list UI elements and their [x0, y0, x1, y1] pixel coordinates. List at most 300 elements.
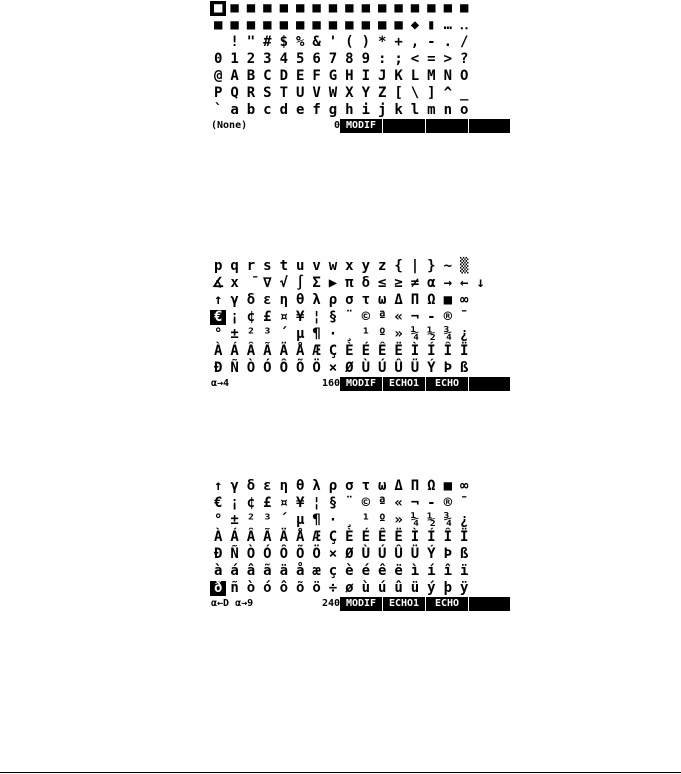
- char-cell[interactable]: ¯: [459, 495, 469, 511]
- char-cell[interactable]: ‥: [459, 17, 469, 33]
- char-cell[interactable]: ■: [394, 0, 403, 16]
- char-cell[interactable]: ∇: [263, 275, 272, 291]
- char-cell[interactable]: ■: [459, 0, 469, 16]
- char-cell[interactable]: w: [328, 258, 338, 274]
- char-cell[interactable]: Ç: [328, 343, 338, 359]
- char-cell[interactable]: ×: [328, 360, 338, 376]
- char-cell[interactable]: τ: [361, 478, 370, 494]
- char-cell[interactable]: §: [328, 495, 338, 511]
- char-cell[interactable]: ≤: [377, 275, 387, 291]
- char-cell[interactable]: I: [361, 68, 370, 84]
- char-cell[interactable]: <: [410, 51, 420, 67]
- char-cell[interactable]: Ý: [427, 360, 436, 376]
- char-cell[interactable]: k: [394, 102, 403, 118]
- char-cell[interactable]: ¥: [295, 309, 305, 325]
- char-cell[interactable]: ↑: [213, 478, 223, 494]
- char-cell[interactable]: λ: [312, 292, 321, 308]
- char-cell[interactable]: A: [230, 68, 239, 84]
- char-cell[interactable]: n: [443, 102, 452, 118]
- char-cell[interactable]: Á: [230, 529, 239, 545]
- char-cell[interactable]: τ: [361, 292, 370, 308]
- char-cell[interactable]: 5: [295, 51, 305, 67]
- char-cell[interactable]: P: [213, 85, 223, 101]
- char-cell[interactable]: ■: [328, 17, 338, 33]
- char-cell[interactable]: â: [246, 563, 256, 579]
- char-cell[interactable]: ¼: [410, 326, 420, 342]
- char-cell[interactable]: Δ: [394, 478, 403, 494]
- char-cell[interactable]: µ: [295, 326, 305, 342]
- char-cell[interactable]: }: [427, 258, 436, 274]
- char-cell[interactable]: Ï: [459, 529, 469, 545]
- char-cell[interactable]: À: [213, 343, 223, 359]
- char-cell[interactable]: Å: [295, 529, 305, 545]
- char-cell[interactable]: Ë: [394, 529, 403, 545]
- char-cell[interactable]: ¤: [279, 495, 288, 511]
- char-cell[interactable]: x: [230, 275, 239, 291]
- char-cell[interactable]: F: [312, 68, 321, 84]
- char-cell[interactable]: B: [246, 68, 256, 84]
- char-cell[interactable]: ω: [377, 478, 387, 494]
- softkey-2[interactable]: ECHO1: [383, 597, 425, 611]
- char-cell[interactable]: U: [295, 85, 305, 101]
- char-cell[interactable]: ε: [263, 478, 272, 494]
- char-cell[interactable]: ®: [443, 309, 452, 325]
- char-cell[interactable]: ¨: [345, 309, 354, 325]
- char-cell[interactable]: ¸: [345, 326, 354, 342]
- char-cell[interactable]: Ä: [279, 343, 288, 359]
- char-cell[interactable]: ½: [427, 326, 436, 342]
- char-cell[interactable]: θ: [295, 292, 305, 308]
- char-cell[interactable]: Î: [443, 529, 452, 545]
- char-cell[interactable]: Ü: [410, 360, 420, 376]
- char-cell[interactable]: ¾: [443, 326, 452, 342]
- char-cell[interactable]: j: [377, 102, 387, 118]
- char-cell[interactable]: õ: [295, 580, 305, 596]
- char-cell[interactable]: ◆: [410, 17, 420, 33]
- char-cell[interactable]: ´: [279, 512, 288, 528]
- char-cell[interactable]: ý: [427, 580, 436, 596]
- char-cell[interactable]: ®: [443, 495, 452, 511]
- char-cell[interactable]: Q: [230, 85, 239, 101]
- char-cell[interactable]: ¢: [246, 495, 256, 511]
- char-cell[interactable]: Î: [443, 343, 452, 359]
- char-cell[interactable]: ·: [328, 512, 338, 528]
- char-cell[interactable]: Ã: [263, 529, 272, 545]
- char-cell[interactable]: Δ: [394, 292, 403, 308]
- char-cell[interactable]: ¾: [443, 512, 452, 528]
- softkey-2[interactable]: ECHO1: [383, 377, 425, 391]
- char-cell[interactable]: Ë: [394, 343, 403, 359]
- char-cell[interactable]: η: [279, 292, 288, 308]
- softkey-1[interactable]: MODIF: [340, 119, 382, 133]
- char-cell[interactable]: Ã: [263, 343, 272, 359]
- char-cell[interactable]: ú: [377, 580, 387, 596]
- char-cell[interactable]: ■: [443, 478, 452, 494]
- char-cell[interactable]: º: [377, 326, 387, 342]
- char-cell[interactable]: ë: [394, 563, 403, 579]
- char-cell[interactable]: ã: [263, 563, 272, 579]
- char-cell[interactable]: :: [377, 51, 387, 67]
- char-cell[interactable]: √: [279, 275, 288, 291]
- char-cell[interactable]: Ø: [345, 360, 354, 376]
- char-cell[interactable]: Ð: [213, 546, 223, 562]
- char-cell[interactable]: í: [427, 563, 436, 579]
- char-cell[interactable]: ß: [459, 360, 469, 376]
- char-cell[interactable]: ■: [345, 17, 354, 33]
- char-cell[interactable]: Ú: [377, 360, 387, 376]
- char-cell[interactable]: ∡: [211, 275, 225, 291]
- char-cell[interactable]: Ô: [279, 360, 288, 376]
- char-cell[interactable]: Â: [246, 343, 256, 359]
- char-cell[interactable]: ≠: [410, 275, 420, 291]
- char-cell[interactable]: Ì: [410, 529, 420, 545]
- softkey-4[interactable]: [469, 597, 510, 611]
- char-cell[interactable]: Ê: [377, 343, 387, 359]
- char-cell[interactable]: ó: [263, 580, 272, 596]
- char-cell[interactable]: ³: [263, 326, 272, 342]
- char-cell[interactable]: Û: [394, 360, 403, 376]
- char-cell[interactable]: ±: [230, 326, 239, 342]
- char-cell[interactable]: ô: [279, 580, 288, 596]
- char-cell[interactable]: à: [213, 563, 223, 579]
- char-cell[interactable]: b: [246, 102, 256, 118]
- char-cell[interactable]: h: [345, 102, 354, 118]
- char-cell[interactable]: J: [377, 68, 387, 84]
- softkey-3[interactable]: ECHO: [426, 377, 468, 391]
- char-cell[interactable]: Z: [377, 85, 387, 101]
- char-cell[interactable]: ■: [230, 17, 239, 33]
- char-cell[interactable]: Ω: [427, 478, 436, 494]
- softkey-1[interactable]: MODIF: [340, 597, 382, 611]
- char-cell[interactable]: ½: [427, 512, 436, 528]
- char-cell[interactable]: Π: [410, 478, 420, 494]
- char-cell[interactable]: ,: [410, 34, 420, 50]
- char-cell[interactable]: Ù: [361, 360, 370, 376]
- char-cell[interactable]: ρ: [328, 292, 338, 308]
- char-cell[interactable]: S: [263, 85, 272, 101]
- char-cell[interactable]: ø: [345, 580, 354, 596]
- char-cell[interactable]: Í: [427, 529, 436, 545]
- char-cell[interactable]: È: [345, 343, 354, 359]
- char-cell[interactable]: ): [361, 34, 370, 50]
- char-cell[interactable]: §: [328, 309, 338, 325]
- char-cell[interactable]: À: [213, 529, 223, 545]
- char-cell[interactable]: δ: [246, 478, 256, 494]
- char-cell[interactable]: d: [279, 102, 288, 118]
- char-cell[interactable]: Ö: [312, 360, 321, 376]
- char-cell[interactable]: €: [210, 310, 226, 325]
- char-cell[interactable]: ¹: [361, 326, 370, 342]
- char-cell[interactable]: ~: [443, 258, 452, 274]
- char-cell[interactable]: á: [230, 563, 239, 579]
- char-cell[interactable]: ε: [263, 292, 272, 308]
- char-cell[interactable]: Þ: [443, 360, 452, 376]
- char-cell[interactable]: r: [246, 258, 256, 274]
- char-cell[interactable]: Þ: [443, 546, 452, 562]
- char-cell[interactable]: ²: [246, 512, 256, 528]
- char-cell[interactable]: ª: [377, 495, 387, 511]
- char-cell[interactable]: ≥: [394, 275, 403, 291]
- char-cell[interactable]: a: [230, 102, 239, 118]
- char-cell[interactable]: Ý: [427, 546, 436, 562]
- char-cell[interactable]: ■: [361, 17, 370, 33]
- char-cell[interactable]: T: [279, 85, 288, 101]
- char-cell[interactable]: ∞: [459, 478, 469, 494]
- softkey-4[interactable]: [469, 119, 510, 133]
- char-cell[interactable]: G: [328, 68, 338, 84]
- char-cell[interactable]: Ñ: [230, 546, 239, 562]
- char-cell[interactable]: ï: [459, 563, 469, 579]
- char-cell[interactable]: !: [230, 34, 239, 50]
- char-cell[interactable]: £: [263, 495, 272, 511]
- char-cell[interactable]: &: [312, 34, 321, 50]
- char-cell[interactable]: u: [295, 258, 305, 274]
- char-cell[interactable]: 0: [213, 51, 223, 67]
- char-cell[interactable]: ■: [443, 0, 452, 16]
- char-cell[interactable]: δ: [246, 292, 256, 308]
- char-cell[interactable]: «: [394, 495, 403, 511]
- char-cell[interactable]: É: [361, 343, 370, 359]
- char-cell[interactable]: -: [427, 309, 436, 325]
- char-cell[interactable]: l: [410, 102, 420, 118]
- char-cell[interactable]: ;: [394, 51, 403, 67]
- char-cell[interactable]: σ: [345, 292, 354, 308]
- char-cell[interactable]: Y: [361, 85, 370, 101]
- char-cell[interactable]: 3: [263, 51, 272, 67]
- char-cell[interactable]: +: [394, 34, 403, 50]
- char-cell[interactable]: Ç: [328, 529, 338, 545]
- softkey-3[interactable]: ECHO: [426, 597, 468, 611]
- char-cell[interactable]: ■: [394, 17, 403, 33]
- char-cell[interactable]: x: [345, 258, 354, 274]
- char-cell[interactable]: ¶: [312, 326, 321, 342]
- char-cell[interactable]: #: [263, 34, 272, 50]
- char-cell[interactable]: ■: [377, 0, 387, 16]
- char-cell[interactable]: f: [312, 102, 321, 118]
- char-cell[interactable]: Ñ: [230, 360, 239, 376]
- char-cell[interactable]: ¬: [410, 309, 420, 325]
- char-cell[interactable]: ρ: [328, 478, 338, 494]
- char-cell[interactable]: £: [263, 309, 272, 325]
- char-cell[interactable]: q: [230, 258, 239, 274]
- char-cell[interactable]: ■: [246, 17, 256, 33]
- char-cell[interactable]: ¯: [459, 309, 469, 325]
- char-cell[interactable]: ç: [328, 563, 338, 579]
- char-cell[interactable]: ]: [427, 85, 436, 101]
- char-cell[interactable]: θ: [295, 478, 305, 494]
- char-cell[interactable]: Õ: [295, 546, 305, 562]
- char-cell[interactable]: Ê: [377, 529, 387, 545]
- char-cell[interactable]: N: [443, 68, 452, 84]
- char-cell[interactable]: €: [213, 495, 223, 511]
- char-cell[interactable]: Π: [410, 292, 420, 308]
- softkey-1[interactable]: MODIF: [340, 377, 382, 391]
- char-cell[interactable]: V: [312, 85, 321, 101]
- char-cell[interactable]: ¤: [279, 309, 288, 325]
- char-cell[interactable]: Ü: [410, 546, 420, 562]
- char-cell[interactable]: ■: [345, 0, 354, 16]
- char-cell[interactable]: ¦: [312, 309, 321, 325]
- char-cell[interactable]: t: [279, 258, 288, 274]
- char-cell[interactable]: Ú: [377, 546, 387, 562]
- char-cell[interactable]: ì: [410, 563, 420, 579]
- char-cell[interactable]: é: [361, 563, 370, 579]
- char-cell[interactable]: ■: [427, 0, 436, 16]
- char-cell[interactable]: î: [443, 563, 452, 579]
- char-cell[interactable]: ?: [459, 51, 469, 67]
- char-cell[interactable]: ä: [279, 563, 288, 579]
- char-cell[interactable]: [210, 35, 226, 50]
- char-cell[interactable]: `: [213, 102, 223, 118]
- char-cell[interactable]: λ: [312, 478, 321, 494]
- char-cell[interactable]: O: [459, 68, 469, 84]
- char-cell[interactable]: .: [443, 34, 452, 50]
- char-cell[interactable]: ß: [459, 546, 469, 562]
- char-cell[interactable]: π: [345, 275, 354, 291]
- char-cell[interactable]: ▶: [328, 275, 338, 291]
- softkey-2[interactable]: [383, 119, 425, 133]
- char-cell[interactable]: z: [377, 258, 387, 274]
- char-cell[interactable]: ©: [361, 495, 370, 511]
- char-cell[interactable]: Æ: [312, 529, 321, 545]
- char-cell[interactable]: 9: [361, 51, 370, 67]
- char-cell[interactable]: ■: [279, 0, 288, 16]
- char-cell[interactable]: ÿ: [459, 580, 469, 596]
- char-cell[interactable]: Å: [295, 343, 305, 359]
- char-cell[interactable]: E: [295, 68, 305, 84]
- char-cell[interactable]: ·: [328, 326, 338, 342]
- char-cell[interactable]: ¿: [459, 326, 469, 342]
- char-cell[interactable]: Ä: [279, 529, 288, 545]
- char-cell[interactable]: ■: [295, 0, 305, 16]
- char-cell[interactable]: ¦: [312, 495, 321, 511]
- char-cell[interactable]: ¿: [459, 512, 469, 528]
- char-cell[interactable]: @: [213, 68, 223, 84]
- char-cell[interactable]: ↓: [476, 275, 485, 291]
- char-cell[interactable]: Σ: [312, 275, 321, 291]
- char-cell[interactable]: ∫: [295, 275, 305, 291]
- char-cell[interactable]: ▒: [459, 258, 469, 274]
- char-cell[interactable]: Õ: [295, 360, 305, 376]
- char-cell[interactable]: º: [377, 512, 387, 528]
- char-cell[interactable]: »: [394, 512, 403, 528]
- char-cell[interactable]: M: [427, 68, 436, 84]
- char-cell[interactable]: Í: [427, 343, 436, 359]
- char-cell[interactable]: ×: [328, 546, 338, 562]
- char-cell[interactable]: Ð: [213, 360, 223, 376]
- char-cell[interactable]: ©: [361, 309, 370, 325]
- char-cell[interactable]: c: [263, 102, 272, 118]
- char-cell[interactable]: =: [427, 51, 436, 67]
- char-cell[interactable]: |: [410, 258, 420, 274]
- char-cell[interactable]: å: [295, 563, 305, 579]
- char-cell[interactable]: Ï: [459, 343, 469, 359]
- char-cell[interactable]: v: [312, 258, 321, 274]
- char-cell[interactable]: æ: [312, 563, 321, 579]
- char-cell[interactable]: Ó: [263, 360, 272, 376]
- char-cell[interactable]: >: [443, 51, 452, 67]
- char-cell[interactable]: -: [427, 495, 436, 511]
- char-cell[interactable]: ■: [312, 0, 321, 16]
- char-cell[interactable]: m: [427, 102, 436, 118]
- char-cell[interactable]: ■: [361, 0, 370, 16]
- char-cell[interactable]: ■: [443, 292, 452, 308]
- char-cell[interactable]: 6: [312, 51, 321, 67]
- char-cell[interactable]: ¸: [345, 512, 354, 528]
- char-cell[interactable]: H: [345, 68, 354, 84]
- char-cell[interactable]: °: [213, 326, 223, 342]
- char-cell[interactable]: ■: [263, 17, 272, 33]
- char-cell[interactable]: ^: [443, 85, 452, 101]
- char-cell[interactable]: ': [328, 34, 338, 50]
- char-cell[interactable]: °: [213, 512, 223, 528]
- char-cell[interactable]: É: [361, 529, 370, 545]
- char-cell[interactable]: Ò: [246, 546, 256, 562]
- char-cell[interactable]: X: [345, 85, 354, 101]
- char-cell[interactable]: /: [459, 34, 469, 50]
- char-cell[interactable]: ■: [213, 17, 223, 33]
- char-cell[interactable]: C: [263, 68, 272, 84]
- char-cell[interactable]: $: [279, 34, 288, 50]
- char-cell[interactable]: ÷: [328, 580, 338, 596]
- char-cell[interactable]: ð: [210, 581, 226, 596]
- char-cell[interactable]: Ø: [345, 546, 354, 562]
- char-cell[interactable]: i: [361, 102, 370, 118]
- char-cell[interactable]: þ: [443, 580, 452, 596]
- char-cell[interactable]: ": [246, 34, 256, 50]
- char-cell[interactable]: W: [328, 85, 338, 101]
- char-cell[interactable]: ■: [210, 1, 226, 16]
- char-cell[interactable]: Á: [230, 343, 239, 359]
- char-cell[interactable]: 1: [230, 51, 239, 67]
- char-cell[interactable]: ¡: [230, 309, 239, 325]
- char-cell[interactable]: -: [427, 34, 436, 50]
- char-cell[interactable]: ¼: [410, 512, 420, 528]
- softkey-4[interactable]: [469, 377, 510, 391]
- char-cell[interactable]: Ù: [361, 546, 370, 562]
- char-cell[interactable]: *: [377, 34, 387, 50]
- char-cell[interactable]: ■: [312, 17, 321, 33]
- char-cell[interactable]: û: [394, 580, 403, 596]
- char-cell[interactable]: δ: [361, 275, 370, 291]
- char-cell[interactable]: Ω: [427, 292, 436, 308]
- char-cell[interactable]: 4: [279, 51, 288, 67]
- char-cell[interactable]: ■: [328, 0, 338, 16]
- char-cell[interactable]: \: [410, 85, 420, 101]
- char-cell[interactable]: 8: [345, 51, 354, 67]
- char-cell[interactable]: ³: [263, 512, 272, 528]
- char-cell[interactable]: s: [263, 258, 272, 274]
- char-cell[interactable]: y: [361, 258, 370, 274]
- char-cell[interactable]: [: [394, 85, 403, 101]
- char-cell[interactable]: …: [443, 17, 452, 33]
- char-cell[interactable]: µ: [295, 512, 305, 528]
- char-cell[interactable]: Ò: [246, 360, 256, 376]
- char-cell[interactable]: (: [345, 34, 354, 50]
- char-cell[interactable]: o: [459, 102, 469, 118]
- char-cell[interactable]: g: [328, 102, 338, 118]
- char-cell[interactable]: ■: [263, 0, 272, 16]
- char-cell[interactable]: È: [345, 529, 354, 545]
- char-cell[interactable]: [243, 276, 259, 291]
- char-cell[interactable]: ¡: [230, 495, 239, 511]
- char-cell[interactable]: α: [427, 275, 436, 291]
- char-cell[interactable]: Ì: [410, 343, 420, 359]
- char-cell[interactable]: ¬: [410, 495, 420, 511]
- char-cell[interactable]: ■: [230, 0, 239, 16]
- char-cell[interactable]: Æ: [312, 343, 321, 359]
- char-cell[interactable]: γ: [230, 478, 239, 494]
